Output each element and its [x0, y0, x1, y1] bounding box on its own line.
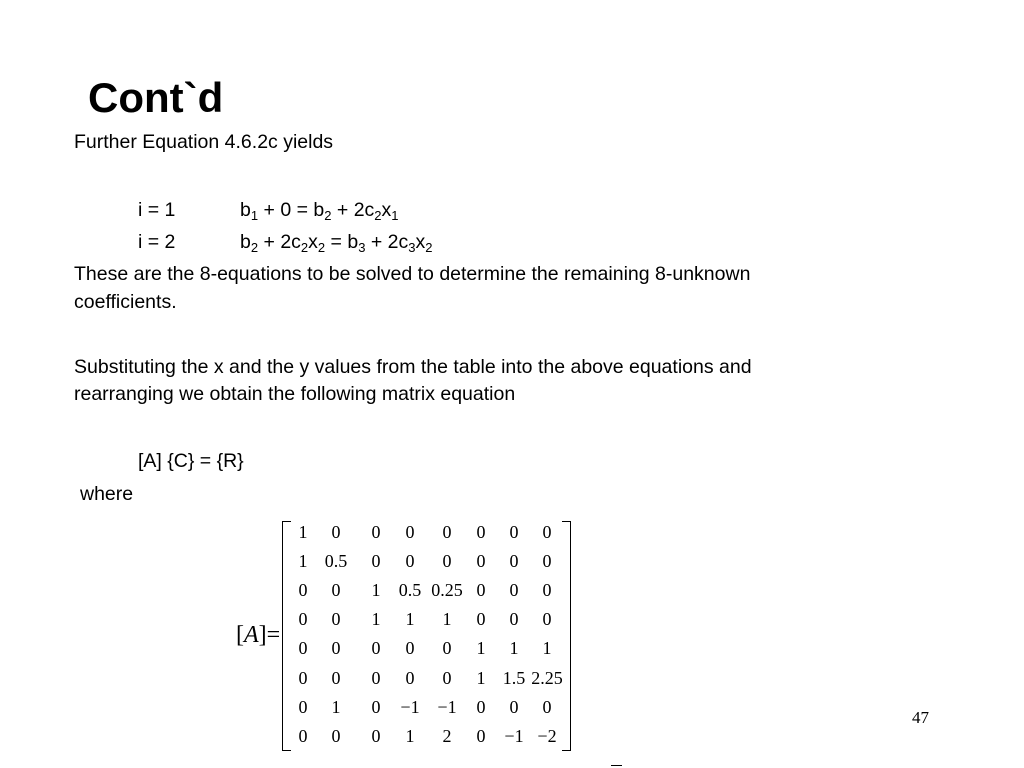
matrix-cell: 0 — [331, 638, 341, 658]
matrix-cell: 1 — [298, 551, 308, 571]
matrix-cell: 0 — [371, 726, 381, 746]
paragraph-2-line-2: rearranging we obtain the following matrix equation — [74, 383, 516, 405]
matrix-cell: 0.5 — [398, 580, 422, 600]
matrix-cell: 0 — [298, 609, 308, 629]
page-number: 47 — [912, 708, 929, 727]
intro-text: Further Equation 4.6.2c yields — [74, 131, 334, 153]
matrix-cell: 0 — [476, 522, 486, 542]
matrix-cell: 0 — [476, 697, 486, 717]
matrix-cell: 0 — [371, 522, 381, 542]
matrix-cell: 1 — [298, 522, 308, 542]
matrix-cell: 0 — [476, 580, 486, 600]
matrix-cell: 0 — [405, 522, 415, 542]
matrix-cell: 0 — [298, 580, 308, 600]
matrix-cell: 0 — [509, 522, 519, 542]
matrix-cell: 0 — [476, 551, 486, 571]
matrix-cell: 0 — [509, 609, 519, 629]
matrix-cell: 0 — [331, 726, 341, 746]
paragraph-1-line-2: coefficients. — [74, 291, 177, 313]
slide-title: Cont`d — [88, 74, 224, 121]
matrix-cell: 0.25 — [431, 580, 463, 600]
matrix-cell: 0 — [405, 551, 415, 571]
matrix-cell: 0.5 — [324, 551, 348, 571]
matrix-cell: 0 — [509, 551, 519, 571]
matrix-cell: 0 — [509, 580, 519, 600]
matrix-a-label: [A]= — [236, 622, 281, 648]
matrix-cell: −1 — [437, 697, 457, 717]
matrix-cell: 0 — [371, 668, 381, 688]
where-text: where — [80, 483, 134, 505]
matrix-cell: 1 — [331, 697, 341, 717]
matrix-cell: 0 — [542, 697, 552, 717]
matrix-cell: 1 — [442, 609, 452, 629]
matrix-cell: 1 — [371, 609, 381, 629]
matrix-cell: 0 — [442, 522, 452, 542]
matrix-cell: 0 — [442, 638, 452, 658]
matrix-cell: −2 — [537, 726, 557, 746]
equation-2-index: i = 2 — [138, 231, 176, 253]
matrix-cell: 0 — [476, 726, 486, 746]
matrix-cell: 1 — [476, 638, 486, 658]
matrix-cell: 0 — [405, 638, 415, 658]
matrix-cell: 0 — [442, 668, 452, 688]
matrix-cell: 0 — [371, 697, 381, 717]
matrix-cell: 0 — [509, 697, 519, 717]
equation-1: $b_1 + 0 = b_2 + 2c_2x_1$ — [240, 199, 399, 223]
matrix-cell: 2 — [442, 726, 452, 746]
matrix-cell: 0 — [542, 522, 552, 542]
matrix-cell: 1 — [405, 609, 415, 629]
matrix-cell: 0 — [476, 609, 486, 629]
matrix-cell: 0 — [542, 551, 552, 571]
matrix-cell: 0 — [298, 638, 308, 658]
matrix-cell: 1 — [405, 726, 415, 746]
matrix-cell: 2.25 — [531, 668, 563, 688]
matrix-cell: 0 — [442, 551, 452, 571]
matrix-cell: 0 — [542, 580, 552, 600]
matrix-cell: 0 — [371, 551, 381, 571]
matrix-cell: 0 — [331, 580, 341, 600]
matrix-equation: [A] {C} = {R} — [138, 450, 244, 472]
matrix-cell: 0 — [298, 697, 308, 717]
matrix-cell: 1 — [371, 580, 381, 600]
equation-1-index: i = 1 — [138, 199, 176, 221]
matrix-cell: 1 — [476, 668, 486, 688]
matrix-cell: 0 — [331, 609, 341, 629]
matrix-cell: 1.5 — [502, 668, 526, 688]
matrix-cell: 0 — [542, 609, 552, 629]
paragraph-1-line-1: These are the 8-equations to be solved to determine the remaining 8-unknown — [74, 263, 751, 285]
stray-mark — [611, 765, 622, 766]
matrix-cell: 0 — [405, 668, 415, 688]
matrix-cell: 0 — [331, 522, 341, 542]
matrix-cell: 0 — [371, 638, 381, 658]
matrix-cell: 1 — [509, 638, 519, 658]
matrix-cell: 0 — [298, 668, 308, 688]
paragraph-2-line-1: Substituting the x and the y values from the table into the above equations and — [74, 356, 752, 378]
matrix-cell: 1 — [542, 638, 552, 658]
matrix-cell: 0 — [331, 668, 341, 688]
matrix-cell: −1 — [400, 697, 420, 717]
equation-2: $b_2 + 2c_2x_2 = b_3 + 2c_3x_2$ — [240, 231, 433, 255]
matrix-cell: −1 — [504, 726, 524, 746]
matrix-cell: 0 — [298, 726, 308, 746]
